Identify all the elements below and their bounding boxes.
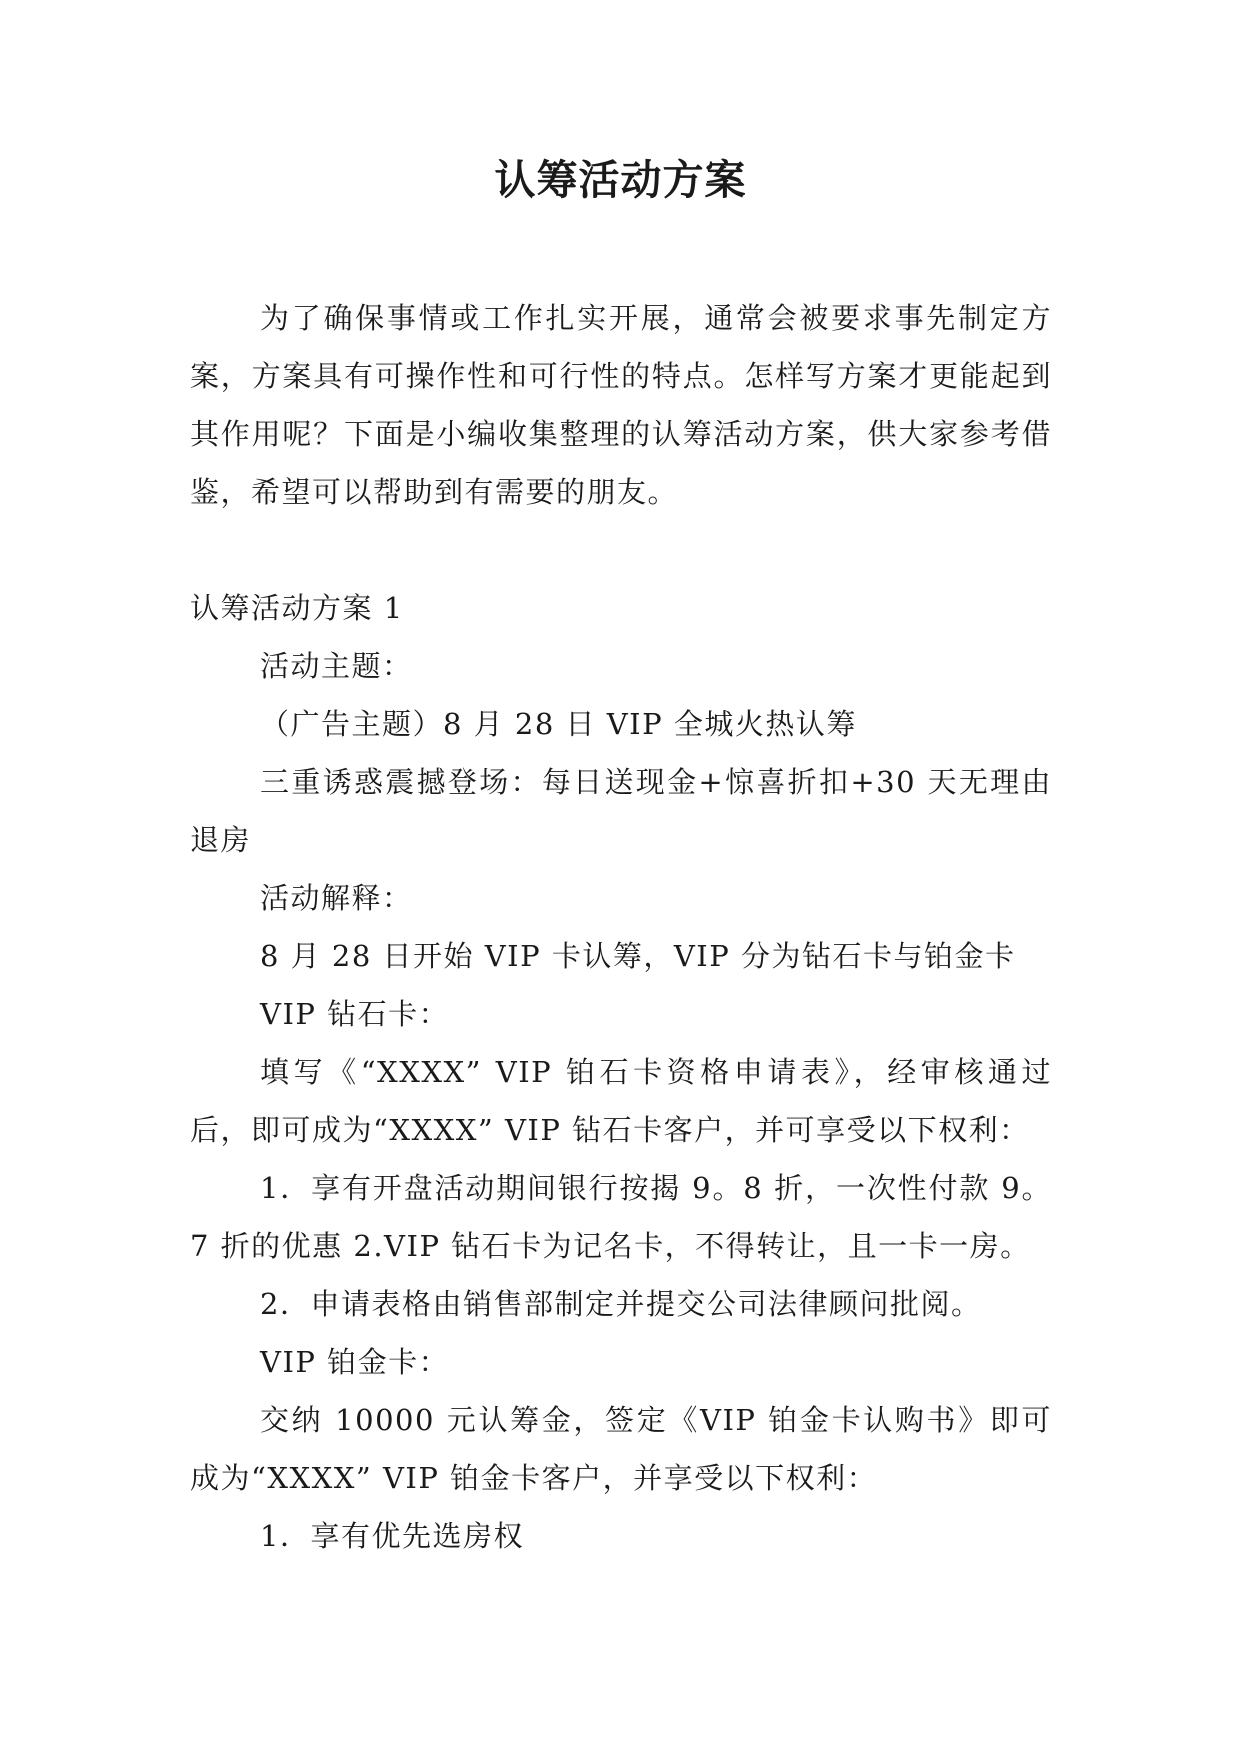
ad-theme-paragraph: （广告主题）8 月 28 日 VIP 全城火热认筹	[260, 707, 857, 741]
paragraph-spacer	[190, 521, 1052, 579]
vip-card-intro-paragraph: 8 月 28 日开始 VIP 卡认筹，VIP 分为钻石卡与铂金卡	[260, 939, 1016, 973]
intro-paragraph: 为了确保事情或工作扎实开展，通常会被要求事先制定方案，方案具有可操作性和可行性的特点。怎样写方案才更能起到其作用呢？下面是小编收集整理的认筹活动方案，供大家参考借鉴，希望可以帮助到有需要的朋友。	[190, 301, 1052, 509]
diamond-card-application-paragraph: 填写《“XXXX” VIP 铂石卡资格申请表》，经审核通过后，即可成为“XXXX” VIP 钻石卡客户，并可享受以下权利：	[190, 1055, 1052, 1147]
activity-explanation-label: 活动解释：	[260, 881, 413, 915]
platinum-card-deposit-paragraph: 交纳 10000 元认筹金，签定《VIP 铂金卡认购书》即可成为“XXXX” VIP 铂金卡客户，并享受以下权利：	[190, 1403, 1052, 1495]
document-body	[190, 289, 1052, 1565]
platinum-card-benefit-1-paragraph: 1．享有优先选房权	[260, 1519, 524, 1553]
diamond-card-benefit-1-paragraph: 1．享有开盘活动期间银行按揭 9。8 折，一次性付款 9。7 折的优惠 2.VIP 钻石卡为记名卡，不得转让，且一卡一房。	[190, 1171, 1052, 1263]
document-title: 认筹活动方案	[494, 156, 747, 204]
vip-platinum-card-label: VIP 铂金卡：	[260, 1345, 450, 1379]
section-heading: 认筹活动方案 1	[190, 591, 404, 625]
activity-theme-label: 活动主题：	[260, 649, 413, 683]
vip-diamond-card-label: VIP 钻石卡：	[260, 997, 450, 1031]
diamond-card-benefit-2-paragraph: 2．申请表格由销售部制定并提交公司法律顾问批阅。	[260, 1287, 982, 1321]
triple-offer-paragraph: 三重诱惑震撼登场：每日送现金+惊喜折扣+30 天无理由退房	[190, 765, 1052, 857]
